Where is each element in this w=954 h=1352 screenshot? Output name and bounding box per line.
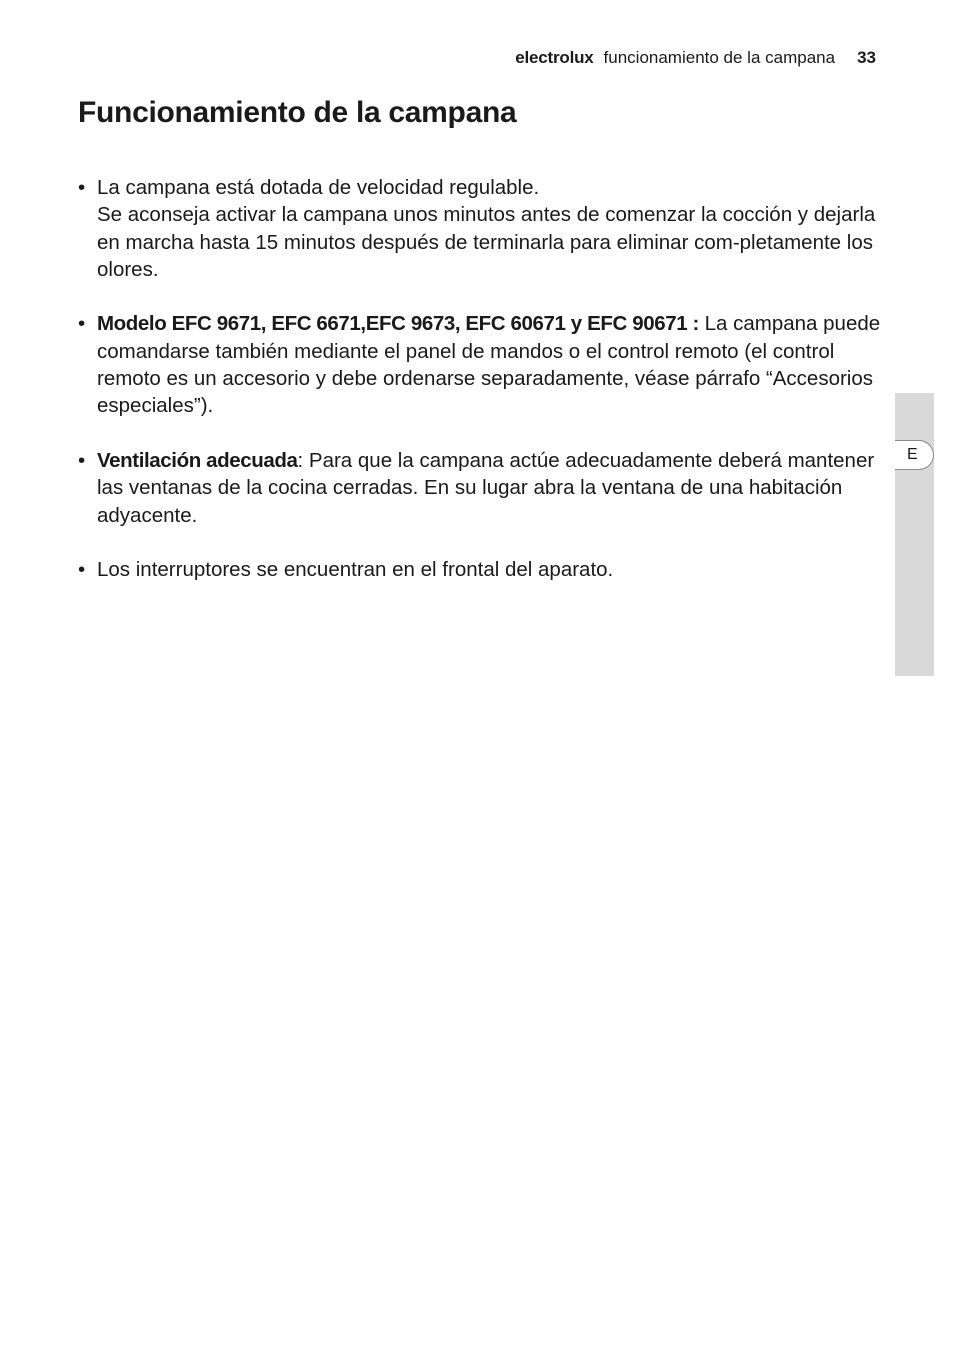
bullet-item-switches bbox=[78, 556, 888, 583]
bullet-item-models bbox=[78, 310, 888, 419]
bullet-bold-label: Modelo EFC 9671, EFC 6671,EFC 9673, EFC 60671 y EFC 90671 : bbox=[97, 312, 699, 336]
section-name: funcionamiento de la campana bbox=[603, 48, 836, 67]
bullet-bold-label: Ventilación adecuada bbox=[97, 448, 298, 472]
bullet-item-ventilation bbox=[78, 447, 888, 529]
brand-logo: electrolux bbox=[515, 48, 594, 67]
side-language-label: E bbox=[895, 440, 934, 470]
page-header bbox=[515, 48, 876, 68]
bullet-text: • La campana está dotada de velocidad regulable. bbox=[97, 176, 540, 199]
bullet-text: Los interruptores se encuentran en el frontal del aparato. bbox=[97, 558, 614, 582]
bullet-text: Se aconseja activar la campana unos minutos antes de comenzar la cocción y dejarla en marcha hasta 15 minutos después de terminarla para eliminar com-pletamente los olores. bbox=[97, 203, 876, 281]
page-title: Funcionamiento de la campana bbox=[78, 96, 517, 129]
bullet-item-speed bbox=[78, 174, 888, 283]
page-number: 33 bbox=[857, 48, 876, 67]
bullet-text: La campana puede comandarse también mediante el panel de mandos o el control remoto (el control remoto es un accesorio y debe ordenarse separadamente, véase párrafo “Accesorios especiales”). bbox=[97, 312, 881, 418]
bullet-text: : Para que la campana actúe adecuadamente deberá mantener las ventanas de la cocina cerradas. En su lugar abra la ventana de una habitación adyacente. bbox=[97, 448, 875, 527]
bullet-list bbox=[78, 174, 888, 611]
side-language-tab bbox=[895, 393, 934, 676]
